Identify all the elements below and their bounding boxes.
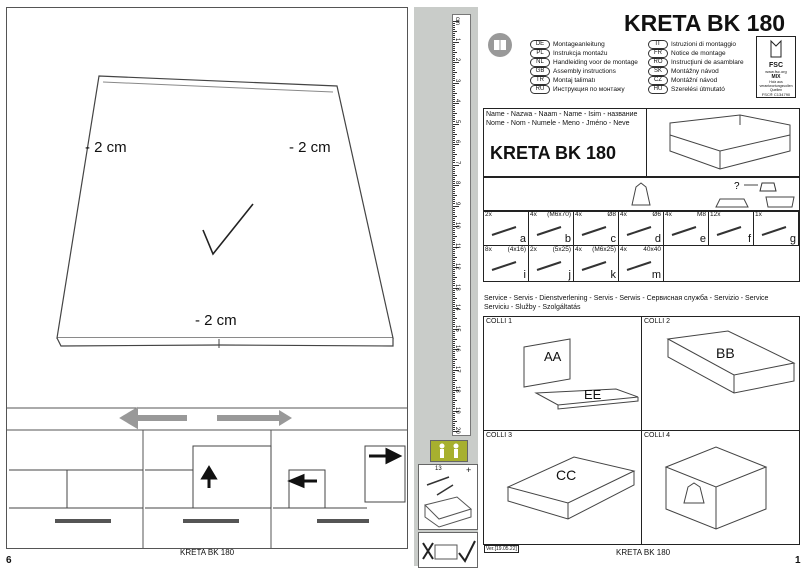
ruler-tick bbox=[453, 117, 455, 118]
hardware-letter: g bbox=[789, 233, 796, 245]
ruler-tick bbox=[453, 191, 455, 192]
ruler-number: 10 bbox=[454, 222, 460, 229]
ruler-tick bbox=[453, 21, 459, 22]
ruler-tick bbox=[453, 148, 455, 149]
colli-1-item-ee: EE bbox=[584, 387, 602, 402]
ruler-number: 8 bbox=[454, 181, 460, 185]
ruler-tick bbox=[453, 292, 455, 293]
ruler-tick bbox=[453, 425, 455, 426]
ruler-tick bbox=[453, 404, 455, 405]
tools-icon bbox=[418, 464, 478, 530]
ruler-tick bbox=[453, 167, 455, 168]
ruler-tick bbox=[453, 333, 455, 334]
dim-left: - 2 cm bbox=[85, 139, 127, 156]
hardware-part-icon bbox=[715, 223, 745, 239]
ruler-tick bbox=[453, 296, 455, 297]
hardware-letter: d bbox=[654, 233, 661, 245]
ruler-tick bbox=[453, 46, 455, 47]
ruler-tick bbox=[453, 29, 455, 30]
language-text: Instrucţiuni de asamblare bbox=[671, 59, 744, 66]
hardware-item-m bbox=[619, 246, 664, 281]
ruler-tick bbox=[453, 376, 455, 377]
ruler-tick bbox=[453, 363, 455, 364]
language-text: Montážní návod bbox=[671, 77, 718, 84]
hardware-part-icon bbox=[580, 223, 610, 239]
language-row bbox=[648, 76, 758, 85]
ruler-tick bbox=[453, 56, 455, 57]
help-call-icon bbox=[714, 177, 798, 209]
ruler-tick bbox=[453, 419, 455, 420]
colli-1-item-aa: AA bbox=[544, 349, 562, 364]
fsc-mix: MIX bbox=[771, 74, 781, 80]
ruler-tick bbox=[453, 87, 455, 88]
ruler-tick bbox=[453, 279, 455, 280]
unpack-check-icon bbox=[418, 532, 478, 568]
language-code-badge: CZ bbox=[648, 76, 668, 85]
ruler-number: 9 bbox=[454, 201, 460, 205]
language-code-badge: RO bbox=[648, 58, 668, 67]
ruler-tick bbox=[453, 300, 455, 301]
ruler-number: 18 bbox=[454, 386, 460, 393]
ruler-tick bbox=[453, 337, 455, 338]
language-row bbox=[648, 85, 758, 94]
ruler-number: 3 bbox=[454, 78, 460, 82]
language-text: Montageanleitung bbox=[553, 41, 605, 48]
ruler-tick bbox=[453, 398, 455, 399]
ruler-tick bbox=[453, 115, 455, 116]
ruler-tick bbox=[453, 144, 459, 145]
version: Ver.[19.05.22] bbox=[486, 546, 517, 552]
ruler-tick bbox=[453, 197, 455, 198]
language-code-badge: GB bbox=[530, 67, 550, 76]
hardware-letter: m bbox=[651, 269, 661, 281]
svg-text:?: ? bbox=[734, 181, 740, 192]
fsc-code: FSC® C134790 bbox=[761, 92, 791, 97]
ruler-tick bbox=[453, 85, 455, 86]
language-text: Montážny návod bbox=[671, 68, 719, 75]
ruler-tick bbox=[453, 177, 455, 178]
ruler-number: 14 bbox=[454, 304, 460, 311]
hardware-item-f bbox=[709, 211, 754, 246]
hardware-part-icon bbox=[625, 258, 655, 274]
language-text: Handleiding voor de montage bbox=[553, 59, 638, 66]
language-code-badge: DE bbox=[530, 40, 550, 49]
ruler-tick bbox=[453, 105, 455, 106]
fsc-brand: FSC bbox=[769, 62, 783, 69]
ruler-tick bbox=[453, 316, 455, 317]
left-footer: KRETA BK 180 bbox=[180, 548, 235, 557]
hardware-part-icon bbox=[535, 223, 565, 239]
ruler-tick bbox=[453, 382, 455, 383]
ruler-tick bbox=[453, 236, 457, 237]
ruler-tick bbox=[453, 415, 455, 416]
ruler-tick bbox=[453, 150, 455, 151]
ruler-tick bbox=[453, 312, 455, 313]
ruler-tick bbox=[453, 158, 455, 159]
fsc-mix-sub: Holz aus verantwortungsvollen Quellen bbox=[759, 80, 793, 92]
ruler-tick bbox=[453, 374, 455, 375]
hardware-part-icon bbox=[670, 223, 700, 239]
ruler-tick bbox=[453, 52, 457, 53]
hardware-item-c bbox=[574, 211, 619, 246]
ruler-tick bbox=[453, 212, 455, 213]
hardware-qty: 4x bbox=[620, 211, 627, 218]
left-page-number: 6 bbox=[6, 555, 12, 566]
ruler-tick bbox=[453, 48, 455, 49]
ruler-tick bbox=[453, 42, 459, 43]
language-code-badge: HU bbox=[648, 85, 668, 94]
ruler-tick bbox=[453, 138, 455, 139]
language-text: Istruzioni di montaggio bbox=[671, 41, 737, 48]
ruler-tick bbox=[453, 193, 455, 194]
colli-2-item-bb: BB bbox=[716, 345, 735, 361]
language-code-badge: IT bbox=[648, 40, 668, 49]
ruler-tick bbox=[453, 171, 455, 172]
ruler-tick bbox=[453, 95, 455, 96]
hardware-qty: 4x bbox=[665, 211, 672, 218]
ruler-tick bbox=[453, 220, 455, 221]
fsc-site: www.fsc.org bbox=[765, 69, 787, 74]
colli-3-item-cc: CC bbox=[556, 467, 577, 483]
ruler-tick bbox=[453, 130, 455, 131]
ruler-tick bbox=[453, 384, 455, 385]
hardware-item-i bbox=[484, 246, 529, 281]
ruler-tick bbox=[453, 91, 455, 92]
ruler-number: 13 bbox=[454, 283, 460, 291]
hardware-item-g bbox=[754, 211, 799, 246]
ruler-tick bbox=[453, 156, 455, 157]
ruler-tick bbox=[453, 93, 457, 94]
ruler-tick bbox=[453, 208, 455, 209]
ruler-tick bbox=[453, 27, 455, 28]
ruler-tick bbox=[453, 273, 455, 274]
two-persons-icon bbox=[430, 440, 468, 462]
ruler-tick bbox=[453, 257, 457, 258]
ruler-tick bbox=[453, 359, 457, 360]
ruler-tick bbox=[453, 339, 457, 340]
ruler-tick bbox=[453, 23, 455, 24]
hardware-letter: f bbox=[747, 233, 751, 245]
ruler-tick bbox=[453, 335, 455, 336]
ruler-tick bbox=[453, 111, 455, 112]
ruler-tick bbox=[453, 343, 455, 344]
ruler-tick bbox=[453, 33, 455, 34]
language-row bbox=[648, 40, 758, 49]
hardware-part-icon bbox=[625, 223, 655, 239]
ruler-tick bbox=[453, 271, 455, 272]
hardware-part-icon bbox=[580, 258, 610, 274]
hardware-qty: 2x bbox=[485, 211, 492, 218]
ruler-tick bbox=[453, 74, 455, 75]
ruler-tick bbox=[453, 68, 455, 69]
language-code-badge: FR bbox=[648, 49, 668, 58]
language-row bbox=[530, 49, 650, 58]
ruler-tick bbox=[453, 124, 459, 125]
ruler-tick bbox=[453, 146, 455, 147]
hardware-letter: j bbox=[568, 269, 571, 281]
hardware-item-a bbox=[484, 211, 529, 246]
hardware-qty: 2x bbox=[530, 246, 537, 253]
ruler-number: 2 bbox=[454, 58, 460, 62]
hardware-part-icon bbox=[490, 223, 520, 239]
left-page bbox=[6, 7, 408, 549]
ruler-tick bbox=[453, 400, 457, 401]
name-label: Name - Nazwa - Naam - Name - Isim - название Nome - Nom - Numele - Meno - Jméno - Neve bbox=[486, 111, 638, 127]
ruler-tick bbox=[453, 97, 455, 98]
hardware-part-icon bbox=[490, 258, 520, 274]
ruler-tick bbox=[453, 89, 455, 90]
colli-4-label: COLLI 4 bbox=[644, 432, 671, 439]
hardware-letter: b bbox=[564, 233, 571, 245]
ruler-tick bbox=[453, 136, 455, 137]
bed-illustration bbox=[660, 111, 796, 175]
language-code-badge: RU bbox=[530, 85, 550, 94]
ruler-number: 11 bbox=[454, 242, 460, 249]
colli-grid bbox=[483, 316, 800, 545]
ruler-number: 12 bbox=[454, 263, 460, 270]
ruler-tick bbox=[453, 361, 455, 362]
ruler-tick bbox=[453, 230, 455, 231]
ruler-tick bbox=[453, 165, 459, 166]
hardware-letter: e bbox=[699, 233, 706, 245]
ruler-tick bbox=[453, 76, 455, 77]
ruler-tick bbox=[453, 251, 455, 252]
ruler-number: 7 bbox=[454, 160, 460, 164]
ruler-tick bbox=[453, 35, 455, 36]
hardware-item-d bbox=[619, 211, 664, 246]
ruler-tick bbox=[453, 298, 457, 299]
language-text: Инструкция по монтажу bbox=[553, 86, 625, 93]
product-name: KRETA BK 180 bbox=[490, 143, 617, 163]
hardware-part-icon bbox=[535, 258, 565, 274]
language-row bbox=[530, 76, 650, 85]
ruler-tick bbox=[453, 216, 457, 217]
hardware-part-icon bbox=[760, 223, 790, 239]
language-code-badge: SK bbox=[648, 67, 668, 76]
ruler-tick bbox=[453, 394, 455, 395]
ruler-tick bbox=[453, 187, 455, 188]
right-title: KRETA BK 180 bbox=[624, 10, 786, 36]
right-footer: KRETA BK 180 bbox=[616, 548, 671, 557]
ruler-tick bbox=[453, 50, 455, 51]
language-text: Assembly instructions bbox=[553, 68, 616, 75]
language-text: Montaj talimatı bbox=[553, 77, 596, 84]
ruler-number: 19 bbox=[454, 406, 460, 414]
ruler-tick bbox=[453, 214, 455, 215]
ruler-tick bbox=[453, 240, 455, 241]
hardware-spec: (4x16) bbox=[507, 246, 526, 253]
ruler-tick bbox=[453, 353, 455, 354]
ruler bbox=[452, 14, 471, 436]
hardware-qty: 1x bbox=[755, 211, 762, 218]
ruler-tick bbox=[453, 107, 455, 108]
hardware-qty: 12x bbox=[710, 211, 721, 218]
hardware-qty: 4x bbox=[575, 211, 582, 218]
language-row bbox=[530, 40, 650, 49]
ruler-tick bbox=[453, 380, 457, 381]
hardware-qty: 4x bbox=[530, 211, 537, 218]
name-box bbox=[483, 108, 800, 178]
ruler-tick bbox=[453, 259, 455, 260]
ruler-tick bbox=[453, 62, 459, 63]
ruler-tick bbox=[453, 128, 455, 129]
hardware-spec: (5x25) bbox=[552, 246, 571, 253]
ruler-tick bbox=[453, 173, 455, 174]
ruler-tick bbox=[453, 195, 457, 196]
tools-count: 13 bbox=[435, 466, 442, 472]
ruler-tick bbox=[453, 275, 455, 276]
hardware-grid bbox=[483, 210, 800, 282]
ruler-tick bbox=[453, 70, 455, 71]
ruler-tick bbox=[453, 25, 455, 26]
ruler-tick bbox=[453, 417, 455, 418]
ruler-tick bbox=[453, 132, 455, 133]
ruler-tick bbox=[453, 66, 455, 67]
ruler-tick bbox=[453, 320, 455, 321]
ruler-tick bbox=[453, 199, 455, 200]
ruler-tick bbox=[453, 396, 455, 397]
ruler-tick bbox=[453, 109, 455, 110]
fsc-logo bbox=[756, 36, 796, 98]
ruler-number: 15 bbox=[454, 324, 460, 332]
language-text: Instrukcja montażu bbox=[553, 50, 608, 57]
hardware-spec: M8 bbox=[696, 211, 706, 218]
hardware-letter: k bbox=[610, 269, 616, 281]
language-code-badge: NL bbox=[530, 58, 550, 67]
hardware-qty: 4x bbox=[575, 246, 582, 253]
language-code-badge: PL bbox=[530, 49, 550, 58]
ruler-number: 16 bbox=[454, 345, 460, 352]
language-row bbox=[648, 58, 758, 67]
waste-bag-icon bbox=[626, 179, 656, 209]
ruler-tick bbox=[453, 357, 455, 358]
language-code-badge: TR bbox=[530, 76, 550, 85]
ruler-number: 17 bbox=[454, 365, 460, 373]
ruler-tick bbox=[453, 302, 455, 303]
language-row bbox=[648, 49, 758, 58]
ruler-tick bbox=[453, 126, 455, 127]
language-row bbox=[530, 85, 650, 94]
ruler-tick bbox=[453, 253, 455, 254]
ruler-tick bbox=[453, 255, 455, 256]
ruler-tick bbox=[453, 54, 455, 55]
hardware-item-e bbox=[664, 211, 709, 246]
ruler-tick bbox=[453, 210, 455, 211]
ruler-tick bbox=[453, 402, 455, 403]
hardware-item-j bbox=[529, 246, 574, 281]
ruler-tick bbox=[453, 238, 455, 239]
ruler-tick bbox=[453, 152, 455, 153]
language-list-2 bbox=[648, 40, 758, 94]
ruler-tick bbox=[453, 134, 457, 135]
ruler-tick bbox=[453, 423, 455, 424]
hardware-spec: (M6x70) bbox=[547, 211, 571, 218]
ruler-tick bbox=[453, 206, 459, 207]
read-manual-icon bbox=[488, 33, 512, 57]
ruler-tick bbox=[453, 322, 455, 323]
ruler-tick bbox=[453, 421, 457, 422]
ruler-number: 20 bbox=[454, 427, 460, 434]
plus-icon: + bbox=[466, 465, 472, 475]
ruler-tick bbox=[453, 72, 457, 73]
ruler-tick bbox=[453, 175, 457, 176]
hardware-spec: 40x40 bbox=[643, 246, 661, 253]
language-list-1 bbox=[530, 40, 650, 94]
ruler-unit: cm bbox=[454, 17, 460, 25]
ruler-tick bbox=[453, 31, 457, 32]
mattress-diagram bbox=[7, 8, 407, 548]
ruler-tick bbox=[453, 44, 455, 45]
ruler-tick bbox=[453, 314, 455, 315]
colli-1-label: COLLI 1 bbox=[486, 318, 513, 325]
ruler-tick bbox=[453, 64, 455, 65]
ruler-tick bbox=[453, 294, 455, 295]
hardware-item-b bbox=[529, 211, 574, 246]
colli-3-label: COLLI 3 bbox=[486, 432, 513, 439]
fsc-tree-icon bbox=[757, 37, 795, 63]
language-row bbox=[648, 67, 758, 76]
language-row bbox=[530, 58, 650, 67]
ruler-tick bbox=[453, 218, 455, 219]
hardware-spec: (M6x25) bbox=[592, 246, 616, 253]
ruler-tick bbox=[453, 261, 455, 262]
service-text: Service - Servis - Dienstverlening - Servis - Serwis - Сервисная служба - Servizio - Service Serviciu - Služby - Szolgáltatás bbox=[484, 295, 769, 311]
right-page-number: 1 bbox=[795, 555, 801, 566]
hardware-qty: 8x bbox=[485, 246, 492, 253]
colli-2-label: COLLI 2 bbox=[644, 318, 671, 325]
hardware-letter: c bbox=[610, 233, 616, 245]
ruler-tick bbox=[453, 179, 455, 180]
hardware-qty: 4x bbox=[620, 246, 627, 253]
dim-right: - 2 cm bbox=[289, 139, 331, 156]
language-text: Notice de montage bbox=[671, 50, 726, 57]
ruler-tick bbox=[453, 113, 457, 114]
ruler-tick bbox=[453, 378, 455, 379]
hardware-letter: i bbox=[523, 269, 526, 281]
ruler-tick bbox=[453, 169, 455, 170]
dim-bottom: - 2 cm bbox=[195, 312, 237, 329]
ruler-tick bbox=[453, 234, 455, 235]
hardware-item-k bbox=[574, 246, 619, 281]
ruler-number: 6 bbox=[454, 140, 460, 144]
ruler-tick bbox=[453, 232, 455, 233]
ruler-tick bbox=[453, 318, 457, 319]
language-text: Szerelési útmutató bbox=[671, 86, 725, 93]
ruler-tick bbox=[453, 154, 457, 155]
ruler-tick bbox=[453, 189, 455, 190]
notice-row bbox=[483, 176, 800, 212]
ruler-tick bbox=[453, 83, 459, 84]
ruler-tick bbox=[453, 281, 455, 282]
language-row bbox=[530, 67, 650, 76]
ruler-tick bbox=[453, 103, 459, 104]
ruler-number: 5 bbox=[454, 119, 460, 123]
colli-illustrations bbox=[484, 317, 799, 544]
ruler-number: 4 bbox=[454, 99, 460, 103]
hardware-spec: Ø8 bbox=[607, 211, 616, 218]
ruler-tick bbox=[453, 277, 457, 278]
ruler-tick bbox=[453, 355, 455, 356]
ruler-number: 1 bbox=[454, 37, 460, 41]
ruler-tick bbox=[453, 185, 459, 186]
ruler-tick bbox=[453, 341, 455, 342]
hardware-letter: a bbox=[519, 233, 526, 245]
hardware-spec: Ø6 bbox=[652, 211, 661, 218]
